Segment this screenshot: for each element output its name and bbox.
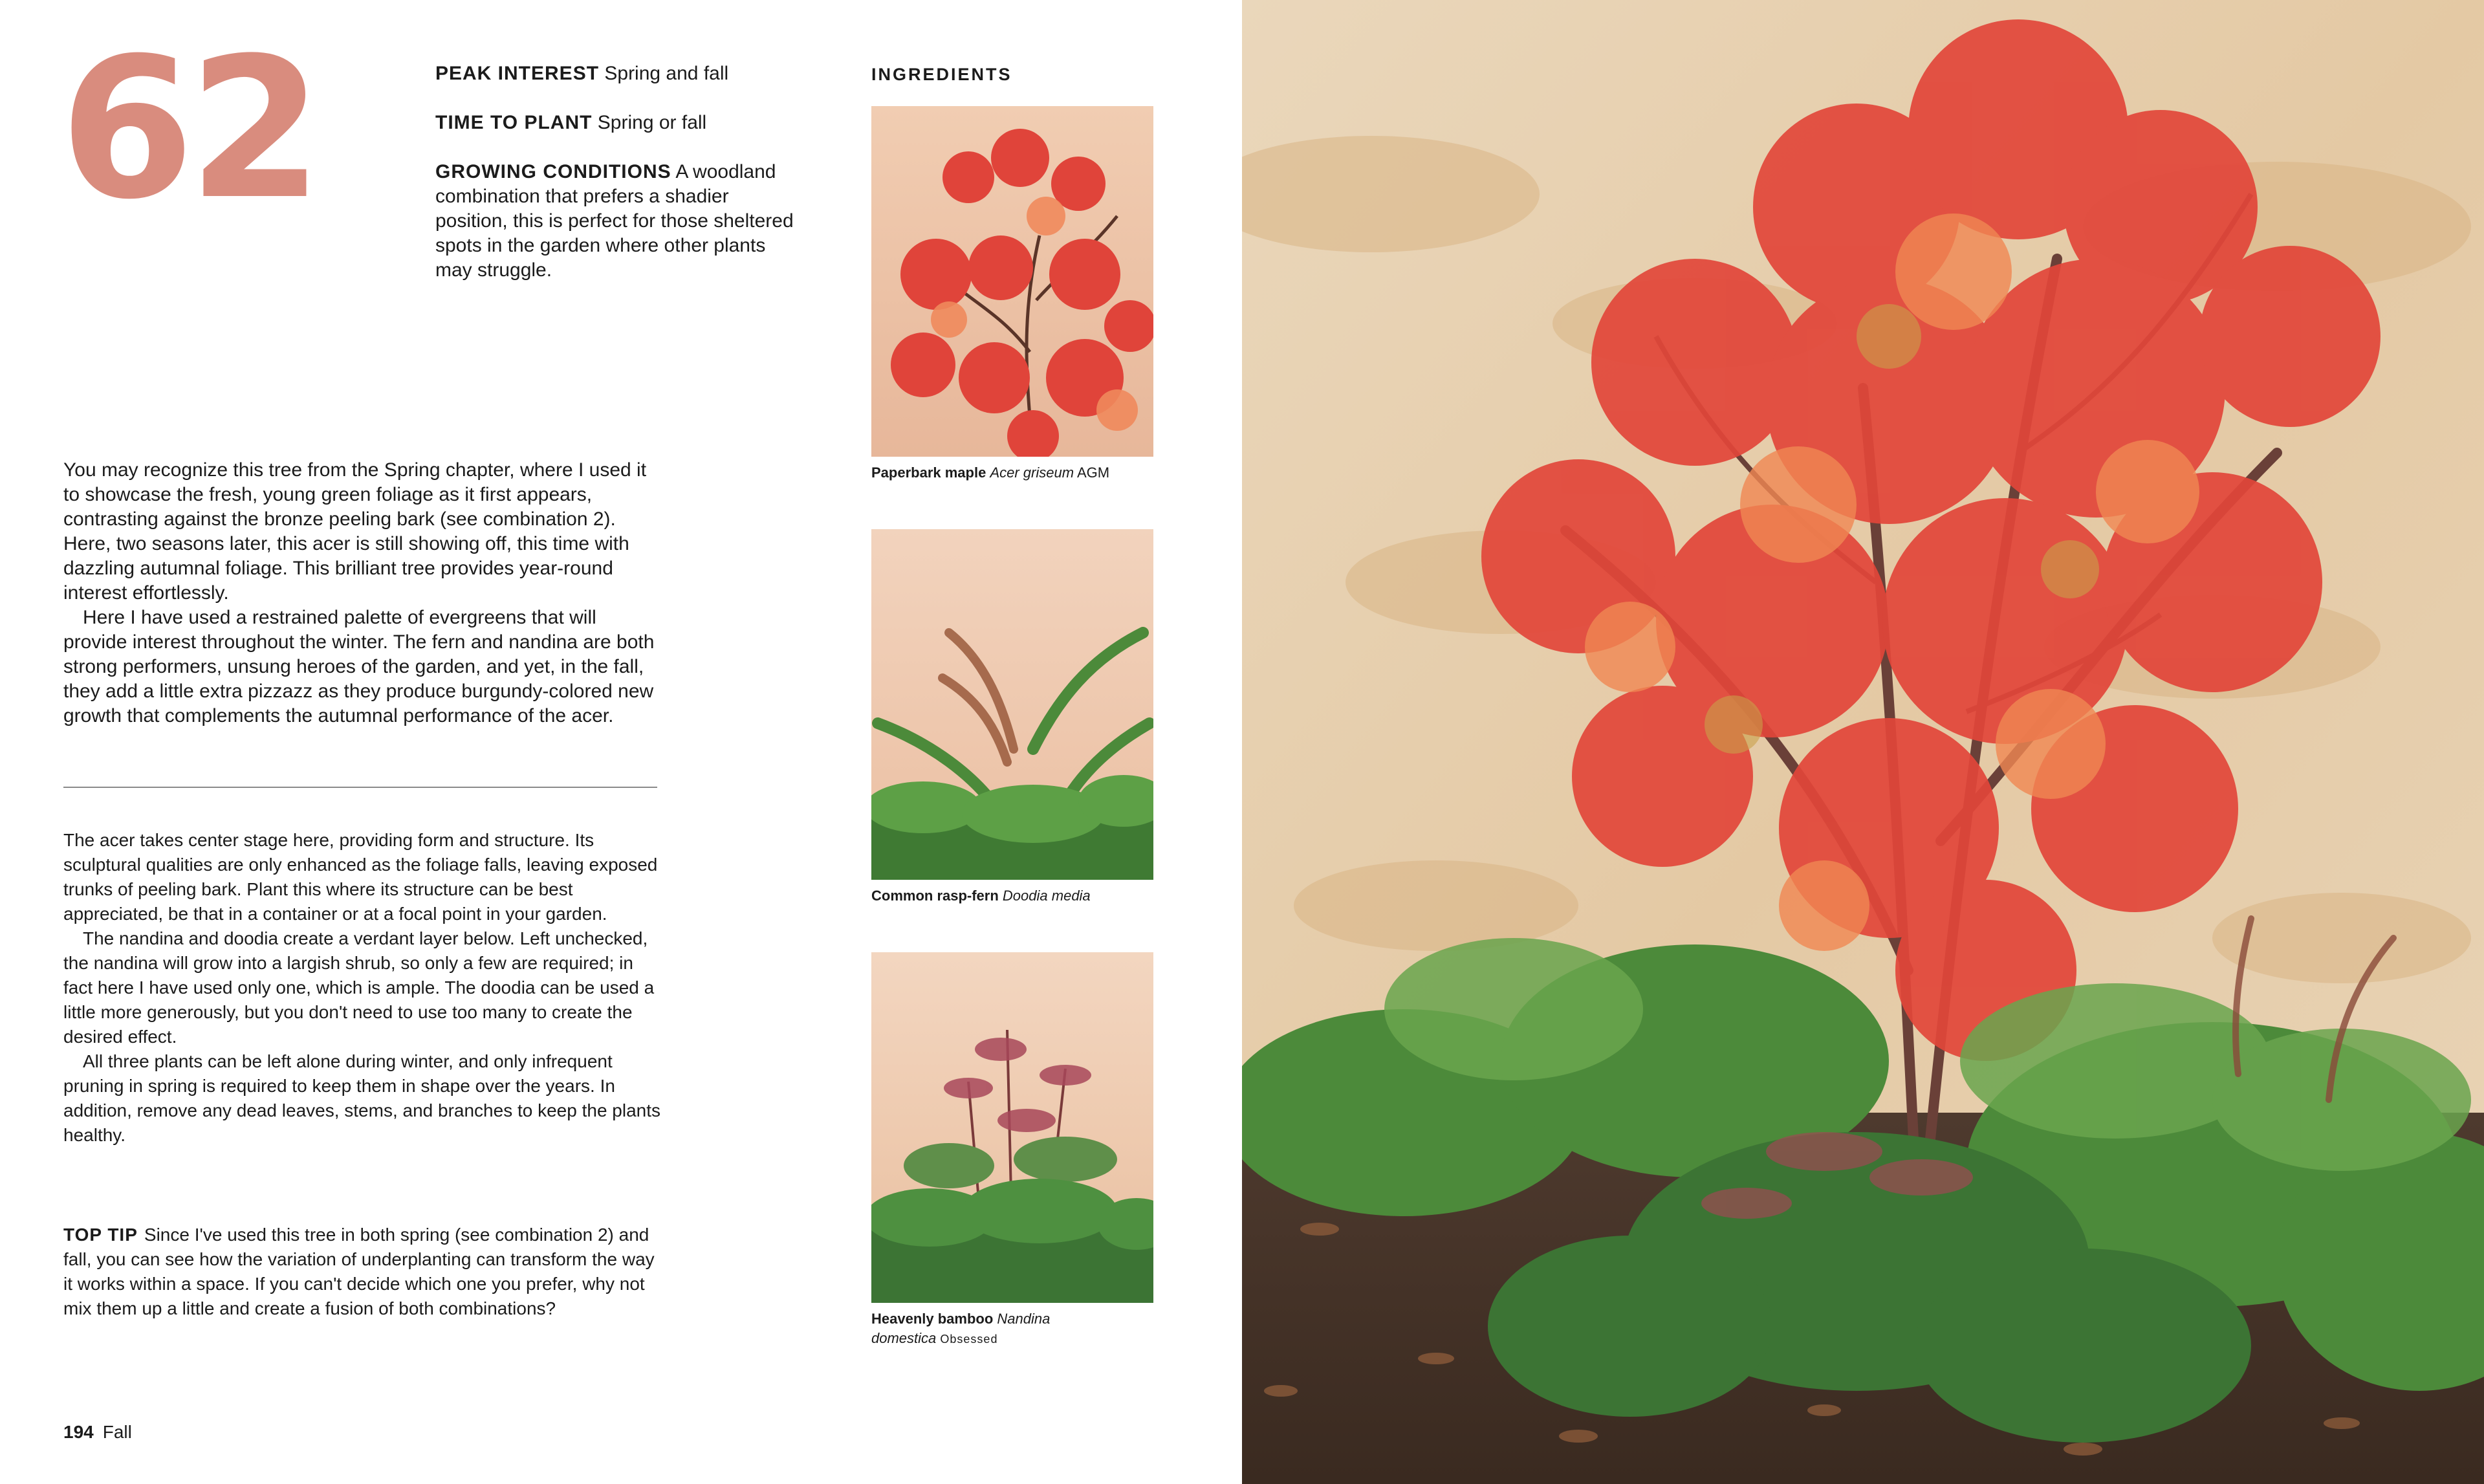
caption-latin-name-cont: domestica [871, 1330, 937, 1346]
top-tip-text: Since I've used this tree in both spring (see combination 2) and fall, you can see how the variation of underplanting can transform the way it works within a space. If you can't decide which one you prefer, why not mix them up a little and create a fusion of both combinations? [63, 1225, 655, 1318]
section-name: Fall [102, 1422, 132, 1442]
plant-facts [435, 61, 798, 307]
fact-label: GROWING CONDITIONS [435, 161, 671, 182]
paperbark-maple-photo [871, 106, 1153, 457]
fact-value: A woodland combination that prefers a shadier position, this is perfect for those sheltered spots in the garden where other plants may struggle. [435, 161, 794, 281]
fact-label: TIME TO PLANT [435, 112, 593, 133]
intro-paragraph: You may recognize this tree from the Spring chapter, where I used it to showcase the fresh, young green foliage as it first appears, contrasting against the bronze peeling bark (see combination 2). Here, two seasons later, this acer is still showing off, this time with dazzling autumnal foliage. This brilliant tree provides year-round interest effortlessly. [63, 459, 647, 604]
body-paragraph: The acer takes center stage here, providing form and structure. Its sculptural qualities are only enhanced as the foliage falls, leaving exposed trunks of peeling bark. Plant this where its structure can be best appreciated, be that in a container or at a focal point in your garden. [63, 830, 658, 924]
top-tip-label: TOP TIP [63, 1225, 138, 1245]
caption-latin-name: Doodia media [1002, 888, 1091, 904]
folio [63, 1422, 132, 1443]
fact-time-to-plant [435, 111, 798, 135]
intro-paragraph: Here I have used a restrained palette of evergreens that will provide interest throughout the winter. The fern and nandina are both strong performers, unsung heroes of the garden, and yet, in the fall, they add a little extra pizzazz as they produce burgundy-colored new growth that complements the autumnal performance of the acer. [63, 607, 655, 726]
heavenly-bamboo-photo [871, 952, 1153, 1303]
fact-value: Spring and fall [604, 63, 729, 84]
intro-text [63, 458, 665, 728]
caption-latin-name: Nandina [997, 1311, 1051, 1327]
fact-label: PEAK INTEREST [435, 63, 600, 84]
fact-growing-conditions [435, 160, 798, 283]
caption-common-name: Common rasp-fern [871, 888, 999, 904]
top-tip [63, 1223, 665, 1321]
body-paragraph: The nandina and doodia create a verdant layer below. Left unchecked, the nandina will grow into a largish shrub, so only a few are required; in fact here I have used only one, which is ample. The doodia can be used a little more generously, but you don't need to use too many to create the desired effect. [63, 928, 655, 1047]
ingredients-heading: INGREDIENTS [871, 65, 1012, 84]
caption-latin-name: Acer griseum [990, 464, 1074, 481]
fact-value: Spring or fall [597, 112, 707, 133]
main-planting-photo [1242, 0, 2484, 1484]
caption-common-name: Paperbark maple [871, 464, 986, 481]
divider [63, 787, 657, 788]
paperbark-maple-caption [871, 463, 1156, 483]
caption-common-name: Heavenly bamboo [871, 1311, 994, 1327]
fact-peak-interest [435, 61, 798, 86]
caption-award: AGM [1076, 464, 1110, 481]
heavenly-bamboo-caption [871, 1309, 1156, 1349]
combination-number: 62 [60, 16, 317, 242]
body-paragraph: All three plants can be left alone during winter, and only infrequent pruning in spring is required to keep them in shape over the years. In addition, remove any dead leaves, stems, and branches to keep the plants healthy. [63, 1051, 661, 1145]
body-text [63, 828, 665, 1148]
rasp-fern-caption [871, 886, 1156, 906]
page-number: 194 [63, 1422, 94, 1442]
rasp-fern-photo [871, 529, 1153, 880]
caption-cultivar: Obsessed [940, 1333, 998, 1346]
